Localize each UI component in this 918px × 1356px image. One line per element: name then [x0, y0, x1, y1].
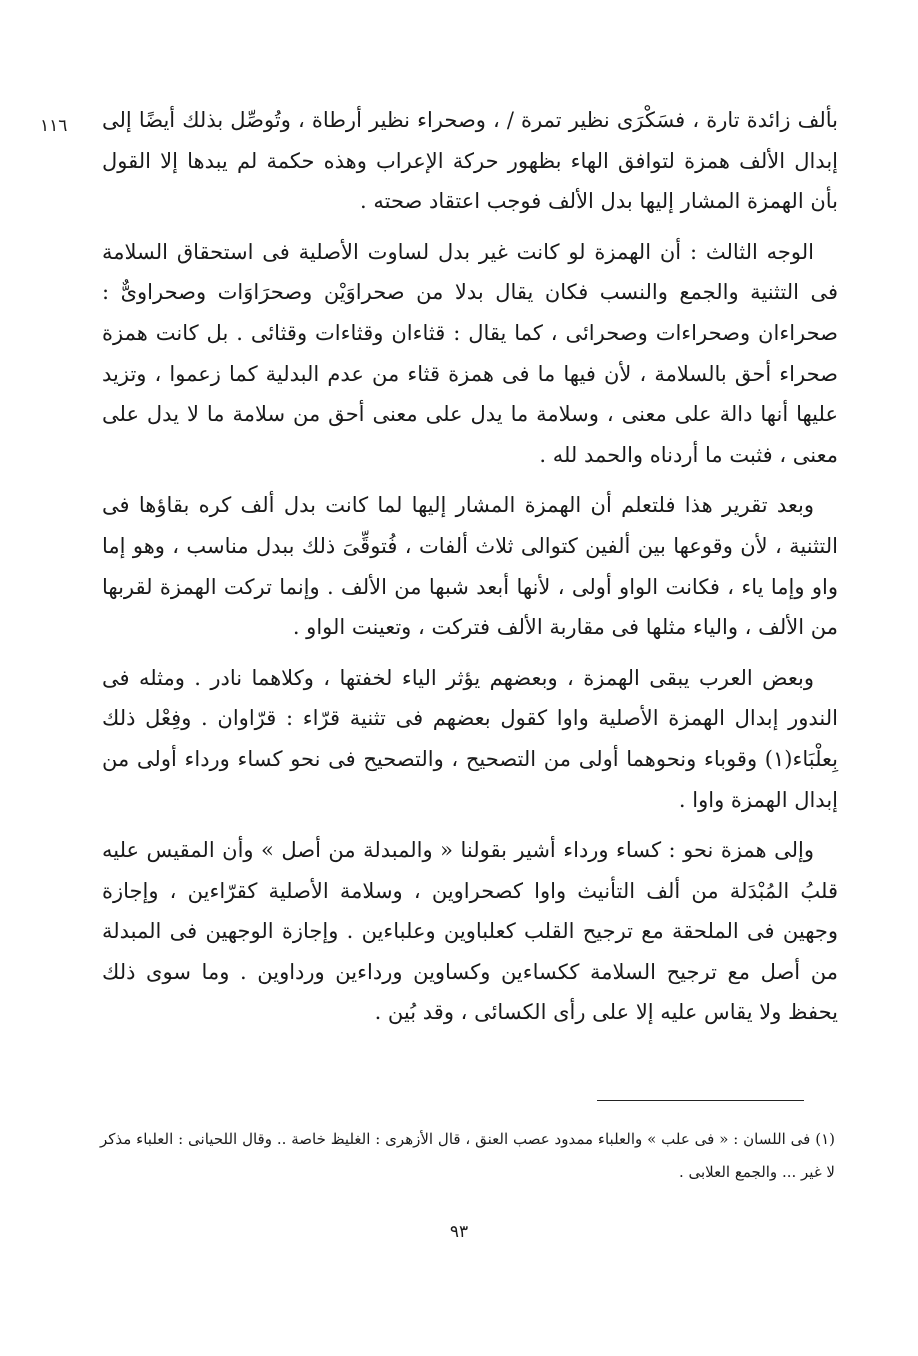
margin-page-reference: ١١٦ [40, 116, 68, 136]
footnote-1: (١) فى اللسان : « فى علب » والعلباء ممدود عصب العنق ، قال الأزهرى : الغليظ خاصة .. وقال اللحيانى : العلباء مذكر لا غير ... والجمع العلابى . [100, 1130, 835, 1181]
paragraph-2: الوجه الثالث : أن الهمزة لو كانت غير بدل لساوت الأصلية فى استحقاق السلامة فى التثنية والجمع والنسب فكان يقال بدلا من صحراوَيْن وصحرَاوَات وصحراوىٌّ : صحراءان وصحراءات وصحرائى ، كما يقال : قثاءان وقثاءات وقثائى . بل كانت همزة صحراء أحق بالسلامة ، لأن فيها ما فى همزة قثاء من عدم البدلية كما زعموا ، وتزيد عليها أنها دالة على معنى ، وسلامة ما يدل على معنى أحق من سلامة ما لا يدل على معنى ، فثبت ما أردناه والحمد لله . [102, 239, 838, 467]
page-number: ٩٣ [449, 1222, 469, 1242]
main-text [102, 100, 838, 1043]
paragraph-5: وإلى همزة نحو : كساء ورداء أشير بقولنا « والمبدلة من أصل » وأن المقيس عليه قلبُ المُبْدَلة من ألف التأنيث واوا كصحراوين ، وسلامة الأصلية كقرّاءين ، وإجازة وجهين فى الملحقة مع ترجيح القلب كعلباوين وعلباءين . وإجازة الوجهين فى المبدلة من أصل مع ترجيح السلامة ككساءين وكساوين ورداءين ورداوين . وما سوى ذلك يحفظ ولا يقاس عليه إلا على رأى الكسائى ، وقد بُين . [102, 838, 838, 1025]
footnote-divider [597, 1100, 804, 1101]
paragraph-3: وبعد تقرير هذا فلتعلم أن الهمزة المشار إليها لما كانت بدل ألف كره بقاؤها فى التثنية ، لأن وقوعها بين ألفين كتوالى ثلاث ألفات ، فُتوقِّىَ ذلك ببدل مناسب ، وهو إما واو وإما ياء ، فكانت الواو أولى ، لأنها أبعد شبها من الألف . وإنما تركت الهمزة لقربها من الألف ، والياء مثلها فى مقاربة الألف فتركت ، وتعينت الواو . [102, 493, 838, 640]
paragraph-4: وبعض العرب يبقى الهمزة ، وبعضهم يؤثر الياء لخفتها ، وكلاهما نادر . ومثله فى الندور إبدال الهمزة الأصلية واوا كقول بعضهم فى تثنية قرّاء : قرّاوان . وفِعْل ذلك بِعلْبَاء(١) وقوباء ونحوهما أولى من التصحيح ، والتصحيح فى نحو كساء ورداء أولى من إبدال الهمزة واوا . [102, 665, 838, 812]
footnotes [100, 1123, 835, 1189]
paragraph-1: بألف زائدة تارة ، فسَكْرَى نظير تمرة / ، وصحراء نظير أرطاة ، وتُوصِّل بذلك أيضًا إلى إبدال الألف همزة لتوافق الهاء بظهور حركة الإعراب وهذه حكمة لم يبدها إلا القول بأن الهمزة المشار إليها بدل الألف فوجب اعتقاد صحته . [102, 108, 838, 214]
